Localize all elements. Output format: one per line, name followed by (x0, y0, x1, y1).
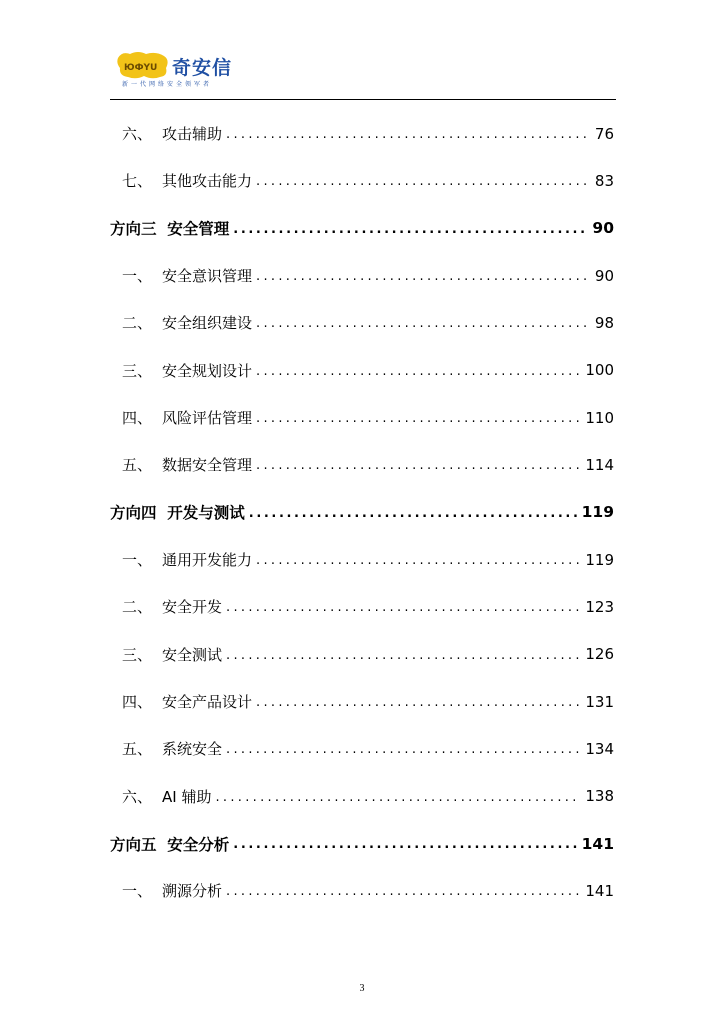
toc-entry-title: 系统安全 (162, 740, 223, 759)
toc-entry-page: 119 (581, 503, 614, 522)
toc-section-entry[interactable] (110, 820, 614, 867)
toc-entry[interactable] (110, 299, 614, 346)
toc-entry-title: 安全意识管理 (162, 267, 253, 286)
toc-entry[interactable] (110, 394, 614, 441)
toc-entry-page: 76 (594, 124, 614, 143)
header-divider (110, 99, 616, 100)
toc-entry-page: 114 (585, 455, 614, 474)
toc-dot-leader (256, 269, 590, 284)
company-slogan: 新一代网络安全领军者 (122, 81, 213, 88)
toc-dot-leader (256, 411, 581, 426)
toc-dot-leader (226, 127, 590, 142)
toc-entry-page: 141 (581, 834, 614, 853)
toc-entry-number: 四、 (122, 409, 153, 428)
toc-entry-page: 100 (585, 361, 614, 380)
toc-entry-number: 三、 (122, 645, 153, 664)
logo-mark-text: ЮФYU (124, 63, 158, 73)
toc-dot-leader (226, 600, 581, 615)
page-header (110, 44, 616, 100)
toc-dot-leader (226, 884, 581, 899)
toc-entry-title: 数据安全管理 (162, 456, 253, 475)
toc-entry-page: 90 (592, 219, 614, 238)
toc-entry[interactable] (110, 441, 614, 488)
toc-dot-leader (256, 316, 590, 331)
table-of-contents (110, 110, 614, 915)
company-name: 奇安信 (172, 57, 233, 79)
toc-entry[interactable] (110, 725, 614, 772)
toc-entry-number: 五、 (122, 456, 153, 475)
toc-section-entry[interactable] (110, 205, 614, 252)
toc-entry[interactable] (110, 867, 614, 914)
toc-dot-leader (226, 742, 581, 757)
toc-dot-leader (226, 648, 581, 663)
toc-entry-title: 方向四 开发与测试 (110, 504, 245, 523)
toc-section-entry[interactable] (110, 489, 614, 536)
toc-dot-leader (256, 695, 581, 710)
toc-entry-page: 123 (585, 597, 614, 616)
toc-dot-leader (256, 364, 581, 379)
toc-entry-number: 七、 (122, 172, 153, 191)
toc-entry-title: 安全组织建设 (162, 314, 253, 333)
toc-entry[interactable] (110, 347, 614, 394)
toc-dot-leader (233, 837, 577, 852)
toc-entry-title: 攻击辅助 (162, 125, 223, 144)
toc-entry-title: 安全测试 (162, 645, 223, 664)
toc-dot-leader (256, 174, 590, 189)
toc-entry-title: 风险评估管理 (162, 409, 253, 428)
toc-entry-number: 四、 (122, 693, 153, 712)
toc-entry-page: 138 (585, 787, 614, 806)
toc-entry-number: 五、 (122, 740, 153, 759)
toc-dot-leader (249, 506, 578, 521)
toc-entry-title: 安全产品设计 (162, 693, 253, 712)
company-logo-icon (116, 50, 170, 80)
toc-entry[interactable] (110, 631, 614, 678)
toc-entry-title: 方向五 安全分析 (110, 835, 230, 854)
toc-entry-title: 其他攻击能力 (162, 172, 253, 191)
toc-entry[interactable] (110, 110, 614, 157)
toc-dot-leader (215, 790, 581, 805)
page-number: 3 (359, 983, 365, 994)
toc-entry[interactable] (110, 536, 614, 583)
toc-entry-page: 134 (585, 739, 614, 758)
toc-entry-title: 溯源分析 (162, 882, 223, 901)
toc-entry-page: 90 (594, 266, 614, 285)
toc-entry-number: 一、 (122, 882, 153, 901)
toc-dot-leader (256, 553, 581, 568)
toc-entry-number: 三、 (122, 361, 153, 380)
toc-entry-number: 一、 (122, 267, 153, 286)
toc-entry-page: 110 (585, 408, 614, 427)
toc-entry-page: 141 (585, 881, 614, 900)
toc-entry[interactable] (110, 583, 614, 630)
toc-entry-title: AI 辅助 (162, 787, 212, 806)
toc-entry[interactable] (110, 252, 614, 299)
toc-entry[interactable] (110, 157, 614, 204)
toc-dot-leader (256, 458, 581, 473)
toc-entry-number: 二、 (122, 314, 153, 333)
toc-entry-number: 一、 (122, 551, 153, 570)
toc-entry-page: 83 (594, 171, 614, 190)
toc-dot-leader (233, 222, 588, 237)
toc-entry[interactable] (110, 678, 614, 725)
toc-entry[interactable] (110, 773, 614, 820)
toc-entry-title: 方向三 安全管理 (110, 220, 230, 239)
toc-entry-number: 六、 (122, 125, 153, 144)
toc-entry-title: 安全开发 (162, 598, 223, 617)
toc-entry-page: 131 (585, 692, 614, 711)
toc-entry-number: 六、 (122, 787, 153, 806)
toc-entry-page: 126 (585, 645, 614, 664)
toc-entry-title: 通用开发能力 (162, 551, 253, 570)
toc-entry-page: 98 (594, 313, 614, 332)
toc-entry-page: 119 (585, 550, 614, 569)
toc-entry-title: 安全规划设计 (162, 361, 253, 380)
toc-entry-number: 二、 (122, 598, 153, 617)
